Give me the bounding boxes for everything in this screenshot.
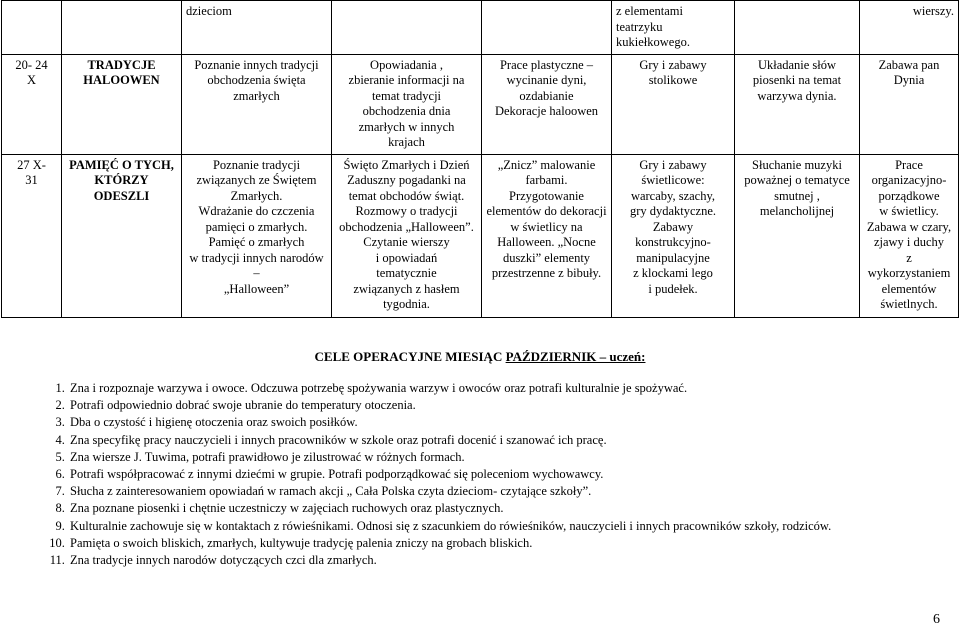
games-cell: Gry i zabawy stolikowe	[612, 54, 735, 154]
table-row	[2, 54, 959, 154]
theme-cell: PAMIĘĆ O TYCH, KTÓRZY ODESZLI	[62, 154, 182, 317]
heading-month: PAŹDZIERNIK – uczeń:	[505, 349, 646, 364]
other-cell: Zabawa pan Dynia	[860, 54, 959, 154]
table-cell	[332, 1, 482, 55]
art-cell: „Znicz” malowanie farbami. Przygotowanie elementów do dekoracji w świetlicy na Halloween. „Nocne duszki” elementy przestrzenne z bibuły.	[482, 154, 612, 317]
table-cell	[482, 1, 612, 55]
list-item: 2. Potrafi odpowiednio dobrać swoje ubranie do temperatury otoczenia.	[68, 397, 948, 414]
list-item: 9. Kulturalnie zachowuje się w kontaktach z rówieśnikami. Odnosi się z szacunkiem do rówieśników, nauczycieli i innych pracowników szkoły, rodziców.	[68, 518, 948, 535]
page-number: 6	[933, 612, 940, 627]
table-cell	[62, 1, 182, 55]
list-item: 8. Zna poznane piosenki i chętnie uczestniczy w zajęciach ruchowych oraz plastycznych.	[68, 500, 948, 517]
table-cell: wierszy.	[860, 1, 959, 55]
table-row	[2, 1, 959, 55]
table-cell: z elementami teatrzyku kukiełkowego.	[612, 1, 735, 55]
goals-cell: Poznanie tradycji związanych ze Świętem Zmarłych. Wdrażanie do czczenia pamięci o zmarłych. Pamięć o zmarłych w tradycji innych narodów – „Halloween”	[182, 154, 332, 317]
table-cell	[2, 1, 62, 55]
list-item: 7. Słucha z zainteresowaniem opowiadań w ramach akcji „ Cała Polska czyta dzieciom- czytające szkoły”.	[68, 483, 948, 500]
plan-table	[1, 0, 959, 318]
heading-prefix: CELE OPERACYJNE MIESIĄC	[314, 349, 506, 364]
section-heading	[0, 349, 960, 365]
list-item: 11. Zna tradycje innych narodów dotyczących czci dla zmarłych.	[68, 552, 948, 569]
table-cell: dzieciom	[182, 1, 332, 55]
goals-cell: Poznanie innych tradycji obchodzenia święta zmarłych	[182, 54, 332, 154]
date-cell: 27 X- 31	[2, 154, 62, 317]
table-cell	[735, 1, 860, 55]
list-item: 10. Pamięta o swoich bliskich, zmarłych, kultywuje tradycję palenia zniczy na grobach bliskich.	[68, 535, 948, 552]
list-item: 3. Dba o czystość i higienę otoczenia oraz swoich posiłków.	[68, 414, 948, 431]
list-item: 5. Zna wiersze J. Tuwima, potrafi prawidłowo je zilustrować w różnych formach.	[68, 449, 948, 466]
date-cell: 20- 24 X	[2, 54, 62, 154]
art-cell: Prace plastyczne – wycinanie dyni, ozdabianie Dekoracje haloowen	[482, 54, 612, 154]
games-cell: Gry i zabawy świetlicowe: warcaby, szachy, gry dydaktyczne. Zabawy konstrukcyjno- manipulacyjne z klockami lego i pudełek.	[612, 154, 735, 317]
music-cell: Układanie słów piosenki na temat warzywa dynia.	[735, 54, 860, 154]
talks-cell: Święto Zmarłych i Dzień Zaduszny pogadanki na temat obchodów świąt. Rozmowy o tradycji obchodzenia „Halloween”. Czytanie wierszy i opowiadań tematycznie związanych z hasłem tygodnia.	[332, 154, 482, 317]
music-cell: Słuchanie muzyki poważnej o tematyce smutnej , melancholijnej	[735, 154, 860, 317]
theme-cell: TRADYCJE HALOOWEN	[62, 54, 182, 154]
list-item: 1. Zna i rozpoznaje warzywa i owoce. Odczuwa potrzebę spożywania warzyw i owoców oraz potrafi kulturalnie je spożywać.	[68, 380, 948, 397]
talks-cell: Opowiadania , zbieranie informacji na temat tradycji obchodzenia dnia zmarłych w innych krajach	[332, 54, 482, 154]
other-cell: Prace organizacyjno- porządkowe w świetlicy. Zabawa w czary, zjawy i duchy z wykorzystaniem elementów świetlnych.	[860, 154, 959, 317]
table-row	[2, 154, 959, 317]
list-item: 4. Zna specyfikę pracy nauczycieli i innych pracowników w szkole oraz potrafi docenić i szanować ich pracę.	[68, 432, 948, 449]
list-item: 6. Potrafi współpracować z innymi dziećmi w grupie. Potrafi podporządkować się poleceniom wychowawcy.	[68, 466, 948, 483]
goals-list	[42, 380, 948, 569]
